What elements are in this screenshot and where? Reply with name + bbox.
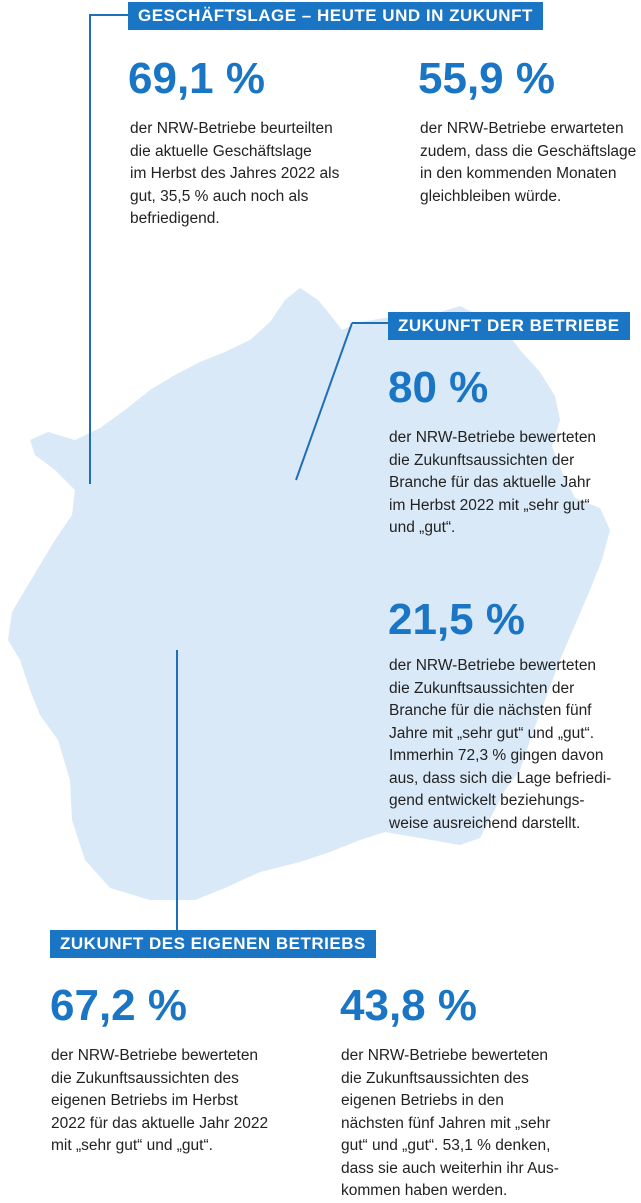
stat-value-69-1: 69,1 % [128,54,265,103]
connector-line-1-horizontal [89,14,129,16]
stat-value-80: 80 % [388,363,489,412]
stat-text-21-5: der NRW-Betriebe bewerteten die Zukunftsaussichten der Branche für die nächsten fünf Jahre mit „sehr gut“ und „gut“. Immerhin 72,3 % gingen davon aus, dass sich die Lage befriedi- gend entwickelt beziehungs- weise ausreichend darstellt. [389,657,612,832]
stat-value-67-2: 67,2 % [50,981,187,1030]
section-title-geschaeftslage: GESCHÄFTSLAGE – HEUTE UND IN ZUKUNFT [128,2,543,30]
stat-text-67-2: der NRW-Betriebe bewerteten die Zukunftsaussichten des eigenen Betriebs im Herbst 2022 für das aktuelle Jahr 2022 mit „sehr gut“ und „gut“. [51,1047,269,1154]
section-title-zukunft-betriebe: ZUKUNFT DER BETRIEBE [388,312,630,340]
section-title-eigener-betrieb: ZUKUNFT DES EIGENEN BETRIEBS [50,930,376,958]
connector-line-3-vertical [176,650,178,930]
stat-value-21-5: 21,5 % [388,595,525,644]
stat-text-80: der NRW-Betriebe bewerteten die Zukunftsaussichten der Branche für das aktuelle Jahr im Herbst 2022 mit „sehr gut“ und „gut“. [389,429,597,536]
stat-value-55-9: 55,9 % [418,54,555,103]
stat-text-69-1: der NRW-Betriebe beurteilten die aktuelle Geschäftslage im Herbst des Jahres 2022 als gut, 35,5 % auch noch als befriedigend. [130,120,340,227]
stat-value-43-8: 43,8 % [340,981,477,1030]
stat-text-43-8: der NRW-Betriebe bewerteten die Zukunftsaussichten des eigenen Betriebs in den nächsten fünf Jahren mit „sehr gut“ und „gut“. 53,1 % denken, dass sie auch weiterhin ihr Aus- kommen haben werden. [341,1047,559,1199]
connector-line-1-vertical [89,14,91,484]
stat-text-55-9: der NRW-Betriebe erwarteten zudem, dass die Geschäftslage in den kommenden Monaten gleichbleiben würde. [420,120,637,205]
